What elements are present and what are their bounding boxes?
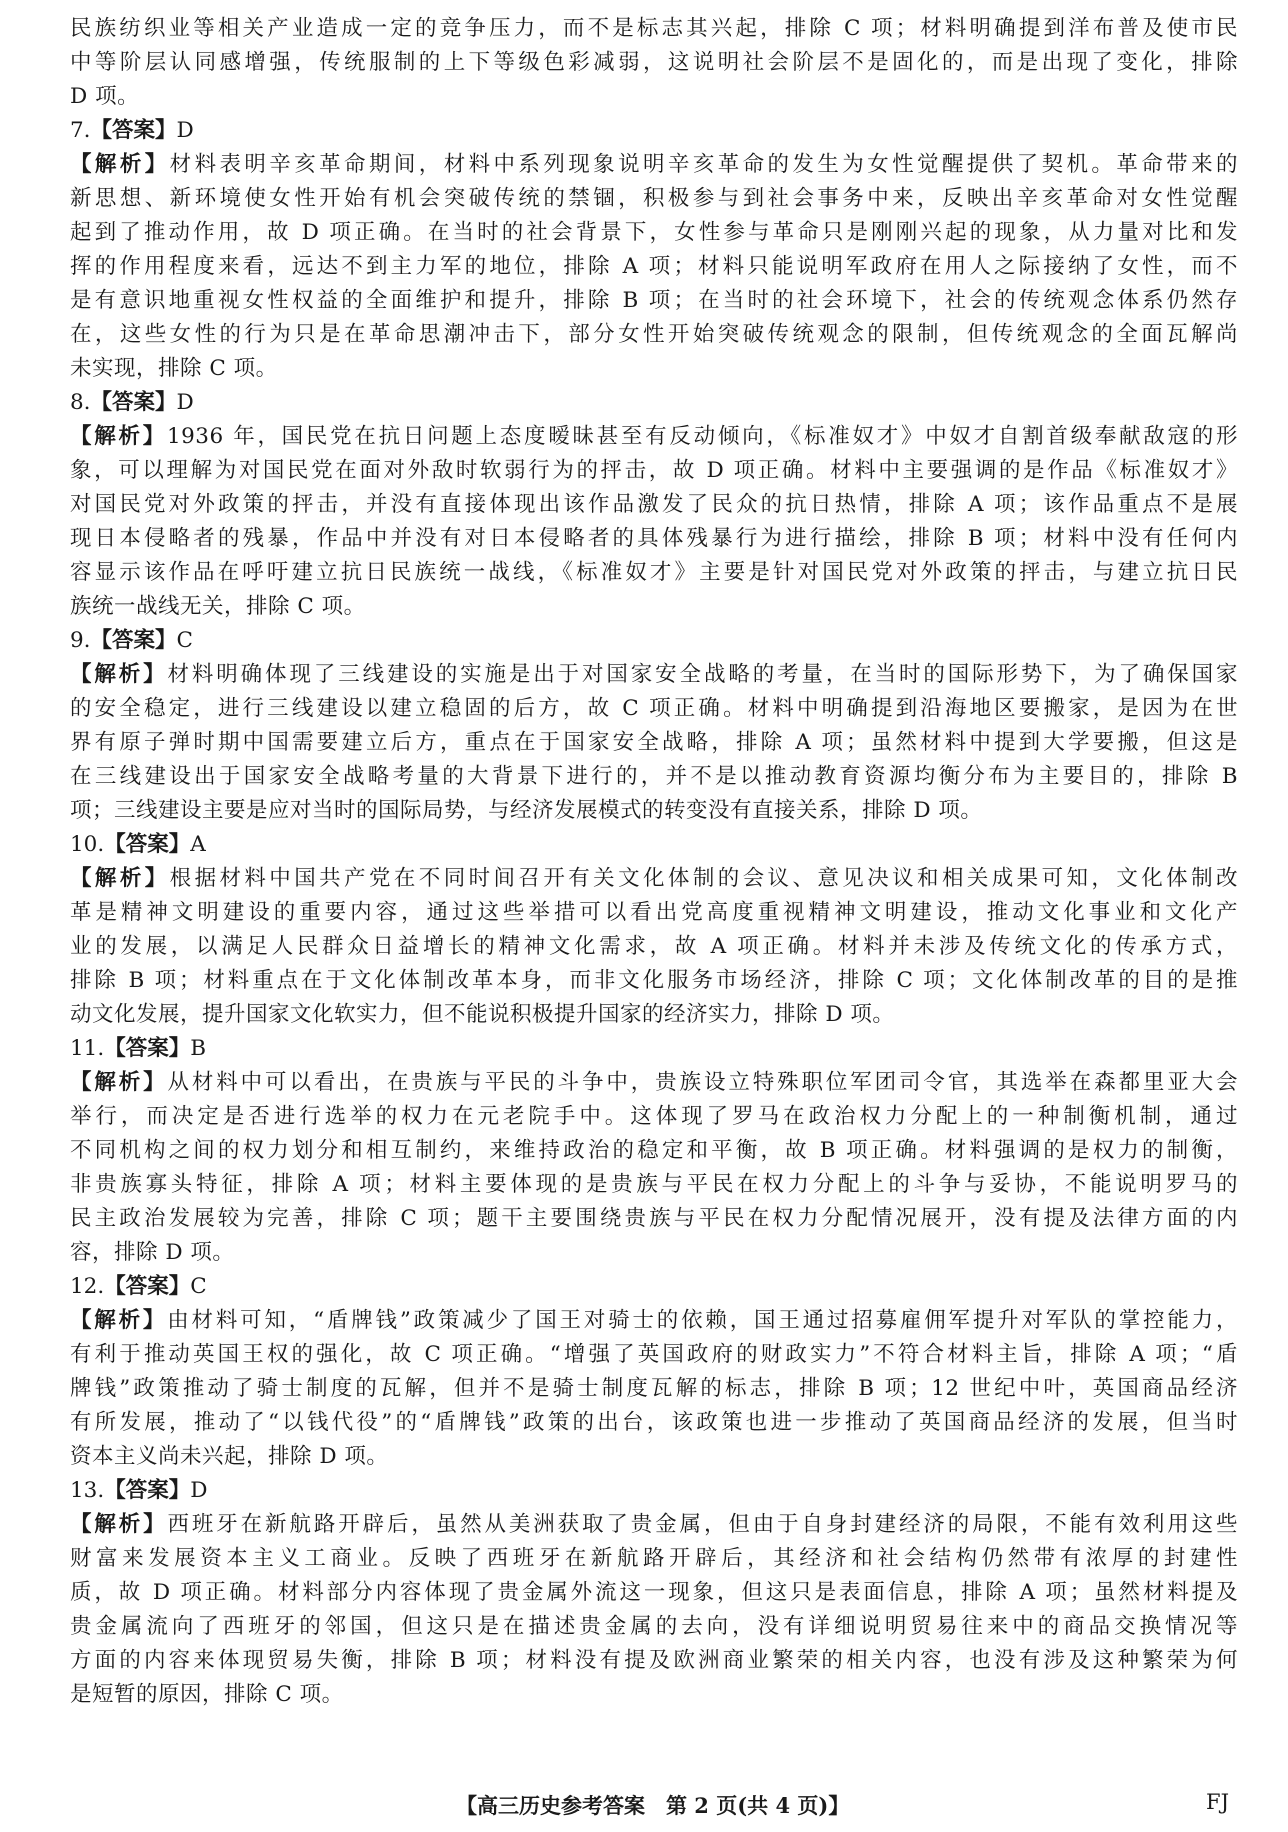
answer-item [70,114,1238,386]
answer-item [70,386,1238,624]
answer-header [70,1032,1238,1066]
answer-document [70,12,1238,1712]
answer-value: D [176,390,194,415]
analysis-line [70,658,1238,692]
analysis-line: 在，这些女性的行为只是在革命思潮冲击下，部分女性开始突破传统观念的限制，但传统观念的全面瓦解尚 [70,322,1238,347]
analysis-line: 民主政治发展较为完善，排除 C 项；题干主要围绕贵族与平民在权力分配情况展开，没有提及法律方面的内 [70,1206,1238,1231]
analysis-line: 是有意识地重视女性权益的全面维护和提升，排除 B 项；在当时的社会环境下，社会的传统观念体系仍然存 [70,288,1238,313]
footer-title: 【高三历史参考答案 第 2 页(共 4 页)】 [456,1793,850,1818]
analysis-line: 贵金属流向了西班牙的邻国，但这只是在描述贵金属的去向，没有详细说明贸易往来中的商品交换情况等 [70,1614,1238,1639]
analysis-line [70,862,1238,896]
text-line: 民族纺织业等相关产业造成一定的竞争压力，而不是标志其兴起，排除 C 项；材料明确提到洋布普及使市民 [70,16,1238,41]
analysis-text: 材料明确体现了三线建设的实施是出于对国家安全战略的考量，在当时的国际形势下，为了确保国家 [167,662,1238,687]
analysis-line: 容显示该作品在呼吁建立抗日民族统一战线，《标准奴才》主要是针对国民党对外政策的抨击，与建立抗日民 [70,560,1238,585]
analysis-line: 排除 B 项；材料重点在于文化体制改革本身，而非文化服务市场经济，排除 C 项；文化体制改革的目的是推 [70,968,1238,993]
analysis-line: 是短暂的原因，排除 C 项。 [70,1682,344,1707]
answer-value: D [176,118,194,143]
question-number: 13. [70,1478,105,1503]
answer-header [70,114,1238,148]
question-number: 11. [70,1036,105,1061]
analysis-line: 财富来发展资本主义工商业。反映了西班牙在新航路开辟后，其经济和社会结构仍然带有浓厚的封建性 [70,1546,1238,1571]
question-number: 9. [70,628,91,653]
analysis-label: 【解析】 [70,1308,168,1333]
analysis-label: 【解析】 [70,1070,168,1095]
analysis-line [70,1508,1238,1542]
analysis-text: 根据材料中国共产党在不同时间召开有关文化体制的会议、意见决议和相关成果可知，文化体制改 [169,866,1238,891]
analysis-line: 动文化发展，提升国家文化软实力，但不能说积极提升国家的经济实力，排除 D 项。 [70,1002,895,1027]
question-number: 12. [70,1274,105,1299]
analysis-line: 未实现，排除 C 项。 [70,356,278,381]
analysis-label: 【解析】 [70,424,167,449]
analysis-line [70,148,1238,182]
analysis-label: 【解析】 [70,662,168,687]
analysis-line [70,1304,1238,1338]
answer-item [70,828,1238,1032]
answer-label: 【答案】 [104,832,191,857]
answer-header [70,1474,1238,1508]
answer-label: 【答案】 [90,390,177,415]
analysis-line: 在三线建设出于国家安全战略考量的大背景下进行的，并不是以推动教育资源均衡分布为主要目的，排除 B [70,764,1238,789]
answer-value: D [190,1478,208,1503]
answer-label: 【答案】 [90,628,177,653]
analysis-line: 象，可以理解为对国民党在面对外敌时软弱行为的抨击，故 D 项正确。材料中主要强调的是作品《标准奴才》 [70,458,1238,483]
question-number: 7. [70,118,91,143]
analysis-line: 革是精神文明建设的重要内容，通过这些举措可以看出党高度重视精神文明建设，推动文化事业和文化产 [70,900,1238,925]
analysis-line: 业的发展，以满足人民群众日益增长的精神文化需求，故 A 项正确。材料并未涉及传统文化的传承方式， [70,934,1238,959]
analysis-text: 材料表明辛亥革命期间，材料中系列现象说明辛亥革命的发生为女性觉醒提供了契机。革命带来的 [169,152,1238,177]
answer-header [70,828,1238,862]
analysis-line: 起到了推动作用，故 D 项正确。在当时的社会背景下，女性参与革命只是刚刚兴起的现象，从力量对比和发 [70,220,1238,245]
page-footer [0,1790,1288,1820]
answer-value: B [190,1036,207,1061]
analysis-line: 界有原子弹时期中国需要建立后方，重点在于国家安全战略，排除 A 项；虽然材料中提到大学要搬，但这是 [70,730,1238,755]
answer-header [70,624,1238,658]
answer-label: 【答案】 [104,1036,191,1061]
analysis-line: 有利于推动英国王权的强化，故 C 项正确。“增强了英国政府的财政实力”不符合材料主旨，排除 A 项；“盾 [70,1342,1238,1367]
answer-label: 【答案】 [104,1478,191,1503]
analysis-line: 资本主义尚未兴起，排除 D 项。 [70,1444,389,1469]
analysis-line: 的安全稳定，进行三线建设以建立稳固的后方，故 C 项正确。材料中明确提到沿海地区要搬家，是因为在世 [70,696,1238,721]
answer-value: C [176,628,193,653]
question-number: 8. [70,390,91,415]
answer-value: A [190,832,206,857]
analysis-label: 【解析】 [70,152,170,177]
analysis-line: 项；三线建设主要是应对当时的国际局势，与经济发展模式的转变没有直接关系，排除 D 项。 [70,798,983,823]
answer-label: 【答案】 [90,118,177,143]
answer-label: 【答案】 [104,1274,191,1299]
analysis-text: 1936 年，国民党在抗日问题上态度暧昧甚至有反动倾向，《标准奴才》中奴才自割首级奉献敌寇的形 [166,424,1238,449]
analysis-line [70,420,1238,454]
answer-item [70,1474,1238,1712]
analysis-line: 举行，而决定是否进行选举的权力在元老院手中。这体现了罗马在政治权力分配上的一种制衡机制，通过 [70,1104,1238,1129]
analysis-line: 质，故 D 项正确。材料部分内容体现了贵金属外流这一现象，但这只是表面信息，排除 A 项；虽然材料提及 [70,1580,1238,1605]
intro-paragraph [70,12,1238,114]
question-number: 10. [70,832,105,857]
analysis-line: 现日本侵略者的残暴，作品中并没有对日本侵略者的具体残暴行为进行描绘，排除 B 项；材料中没有任何内 [70,526,1238,551]
analysis-line: 新思想、新环境使女性开始有机会突破传统的禁锢，积极参与到社会事务中来，反映出辛亥革命对女性觉醒 [70,186,1238,211]
analysis-label: 【解析】 [70,1512,168,1537]
analysis-line: 容，排除 D 项。 [70,1240,235,1265]
analysis-label: 【解析】 [70,866,170,891]
analysis-line: 族统一战线无关，排除 C 项。 [70,594,366,619]
analysis-line: 牌钱”政策推动了骑士制度的瓦解，但并不是骑士制度瓦解的标志，排除 B 项；12 世纪中叶，英国商品经济 [70,1376,1238,1401]
text-line: 中等阶层认同感增强，传统服制的上下等级色彩减弱，这说明社会阶层不是固化的，而是出现了变化，排除 [70,50,1238,75]
analysis-line: 不同机构之间的权力划分和相互制约，来维持政治的稳定和平衡，故 B 项正确。材料强调的是权力的制衡， [70,1138,1238,1163]
analysis-line: 方面的内容来体现贸易失衡，排除 B 项；材料没有提及欧洲商业繁荣的相关内容，也没有涉及这种繁荣为何 [70,1648,1238,1673]
analysis-text: 由材料可知，“盾牌钱”政策减少了国王对骑士的依赖，国王通过招募雇佣军提升对军队的掌控能力， [167,1308,1238,1333]
analysis-line: 对国民党对外政策的抨击，并没有直接体现出该作品激发了民众的抗日热情，排除 A 项；该作品重点不是展 [70,492,1238,517]
answer-header [70,386,1238,420]
analysis-line: 非贵族寡头特征，排除 A 项；材料主要体现的是贵族与平民在权力分配上的斗争与妥协，不能说明罗马的 [70,1172,1238,1197]
footer-code: FJ [1206,1790,1229,1814]
answer-items [70,114,1238,1712]
text-line: D 项。 [70,84,140,109]
answer-header [70,1270,1238,1304]
analysis-text: 从材料中可以看出，在贵族与平民的斗争中，贵族设立特殊职位军团司令官，其选举在森都里亚大会 [167,1070,1238,1095]
analysis-text: 西班牙在新航路开辟后，虽然从美洲获取了贵金属，但由于自身封建经济的局限，不能有效利用这些 [167,1512,1238,1537]
analysis-line: 有所发展，推动了“以钱代役”的“盾牌钱”政策的出台，该政策也进一步推动了英国商品经济的发展，但当时 [70,1410,1238,1435]
analysis-line: 挥的作用程度来看，远达不到主力军的地位，排除 A 项；材料只能说明军政府在用人之际接纳了女性，而不 [70,254,1238,279]
answer-value: C [190,1274,207,1299]
analysis-line [70,1066,1238,1100]
answer-item [70,1032,1238,1270]
answer-item [70,624,1238,828]
answer-item [70,1270,1238,1474]
